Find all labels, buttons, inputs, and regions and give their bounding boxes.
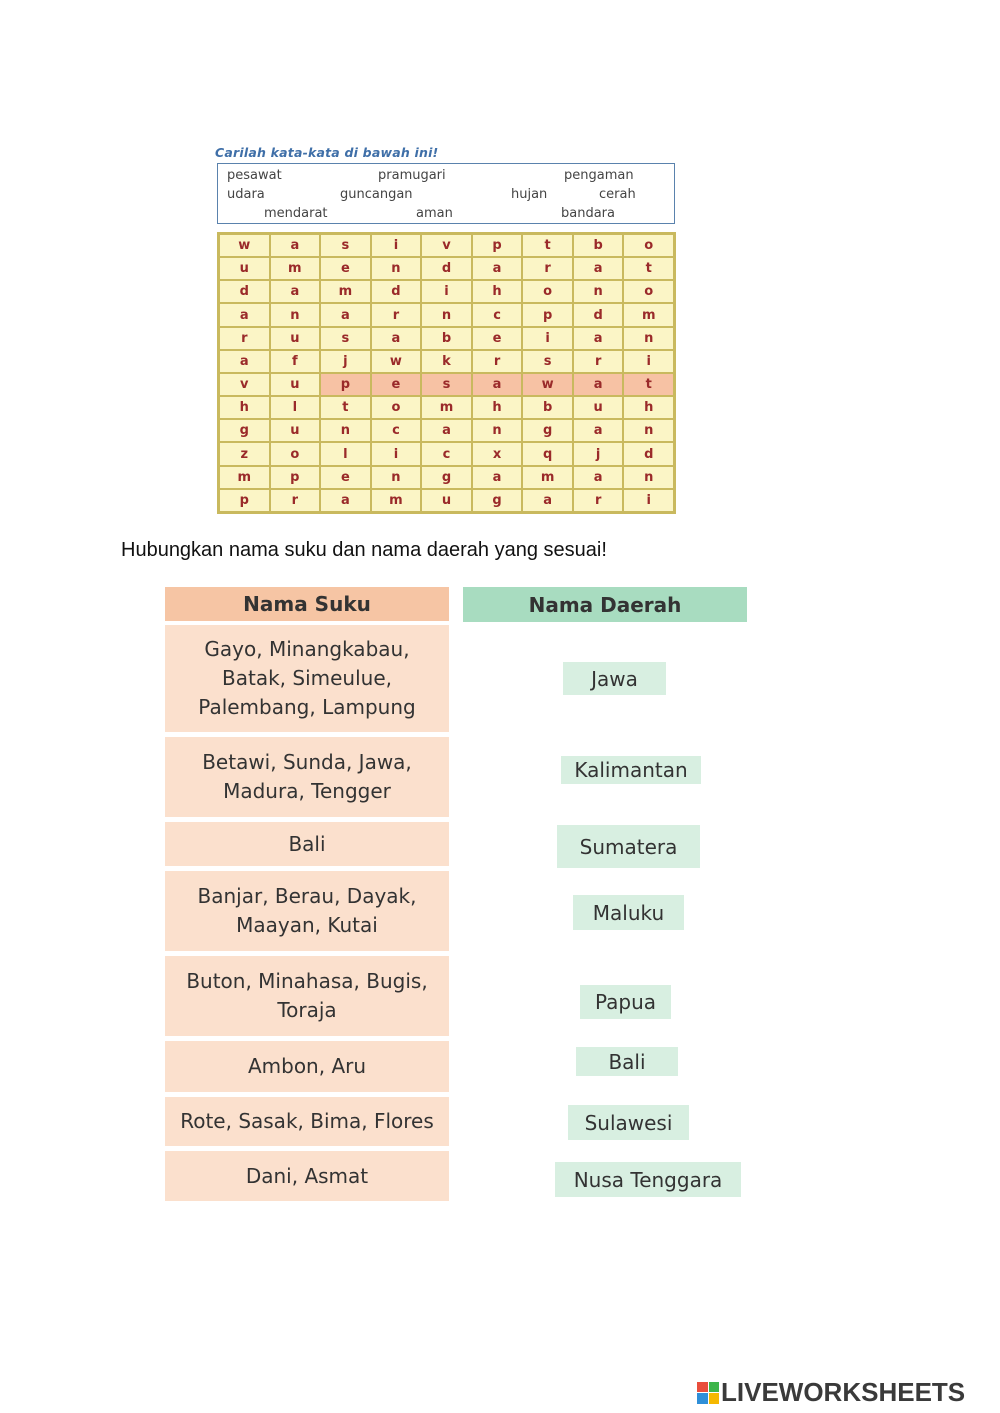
suku-cell[interactable]: Bali	[165, 822, 449, 866]
grid-cell[interactable]: i	[623, 350, 674, 373]
word-item: aman	[416, 206, 453, 221]
grid-cell[interactable]: a	[573, 466, 624, 489]
word-list-box	[217, 163, 675, 224]
grid-cell[interactable]: r	[573, 489, 624, 512]
grid-cell[interactable]: s	[421, 373, 472, 396]
grid-cell[interactable]: a	[270, 280, 321, 303]
grid-cell[interactable]: n	[623, 466, 674, 489]
daerah-cell[interactable]: Sulawesi	[568, 1105, 689, 1140]
grid-cell[interactable]: s	[320, 234, 371, 257]
grid-cell[interactable]: n	[421, 303, 472, 326]
grid-cell[interactable]: m	[270, 257, 321, 280]
grid-cell[interactable]: a	[573, 257, 624, 280]
grid-cell[interactable]: u	[573, 396, 624, 419]
daerah-cell[interactable]: Maluku	[573, 895, 684, 930]
daerah-cell[interactable]: Jawa	[563, 662, 666, 695]
grid-cell[interactable]: c	[472, 303, 523, 326]
grid-cell[interactable]: a	[421, 419, 472, 442]
grid-cell[interactable]: p	[270, 466, 321, 489]
grid-cell[interactable]: h	[623, 396, 674, 419]
grid-cell[interactable]: g	[421, 466, 472, 489]
grid-cell[interactable]: n	[573, 280, 624, 303]
wordsearch-title: Carilah kata-kata di bawah ini!	[215, 145, 439, 160]
grid-cell[interactable]: m	[371, 489, 422, 512]
grid-cell[interactable]: s	[522, 350, 573, 373]
grid-cell[interactable]: u	[219, 257, 270, 280]
grid-cell[interactable]: h	[472, 280, 523, 303]
header-nama-suku: Nama Suku	[165, 587, 449, 621]
suku-cell[interactable]: Rote, Sasak, Bima, Flores	[165, 1097, 449, 1146]
grid-cell[interactable]: v	[219, 373, 270, 396]
grid-cell[interactable]: g	[522, 419, 573, 442]
grid-cell[interactable]: u	[421, 489, 472, 512]
grid-cell[interactable]: o	[270, 442, 321, 465]
grid-cell[interactable]: t	[623, 373, 674, 396]
grid-cell[interactable]: r	[219, 327, 270, 350]
grid-cell[interactable]: n	[320, 419, 371, 442]
grid-cell[interactable]: o	[623, 234, 674, 257]
grid-cell[interactable]: t	[623, 257, 674, 280]
grid-cell[interactable]: u	[270, 327, 321, 350]
grid-cell[interactable]: f	[270, 350, 321, 373]
grid-cell[interactable]: i	[371, 442, 422, 465]
grid-cell[interactable]: a	[573, 327, 624, 350]
daerah-cell[interactable]: Bali	[576, 1047, 678, 1076]
grid-cell[interactable]: n	[371, 257, 422, 280]
grid-cell[interactable]: d	[573, 303, 624, 326]
word-item: hujan	[511, 187, 548, 202]
suku-cell[interactable]: Ambon, Aru	[165, 1041, 449, 1092]
grid-cell[interactable]: a	[472, 257, 523, 280]
grid-cell[interactable]: a	[219, 350, 270, 373]
grid-cell[interactable]: n	[472, 419, 523, 442]
word-item: cerah	[599, 187, 636, 202]
grid-cell[interactable]: e	[320, 466, 371, 489]
word-item: pramugari	[378, 168, 446, 183]
grid-cell[interactable]: a	[472, 373, 523, 396]
grid-cell[interactable]: u	[270, 373, 321, 396]
grid-cell[interactable]: h	[219, 396, 270, 419]
word-item: mendarat	[264, 206, 328, 221]
grid-cell[interactable]: i	[623, 489, 674, 512]
grid-cell[interactable]: m	[320, 280, 371, 303]
grid-cell[interactable]: z	[219, 442, 270, 465]
grid-cell[interactable]: s	[320, 327, 371, 350]
grid-cell[interactable]: r	[472, 350, 523, 373]
grid-cell[interactable]: n	[623, 419, 674, 442]
grid-cell[interactable]: a	[320, 489, 371, 512]
grid-cell[interactable]: r	[522, 257, 573, 280]
grid-cell[interactable]: x	[472, 442, 523, 465]
grid-cell[interactable]: n	[270, 303, 321, 326]
grid-cell[interactable]: t	[522, 234, 573, 257]
grid-cell[interactable]: m	[219, 466, 270, 489]
brand-name: LIVEWORKSHEETS	[721, 1377, 966, 1407]
grid-cell[interactable]: b	[421, 327, 472, 350]
grid-cell[interactable]: d	[421, 257, 472, 280]
grid-cell[interactable]: r	[270, 489, 321, 512]
liveworksheets-logo-icon	[697, 1382, 719, 1404]
grid-cell[interactable]: a	[219, 303, 270, 326]
grid-cell[interactable]: u	[270, 419, 321, 442]
grid-cell[interactable]: p	[472, 234, 523, 257]
suku-cell[interactable]: Dani, Asmat	[165, 1151, 449, 1201]
grid-cell[interactable]: g	[219, 419, 270, 442]
grid-cell[interactable]: b	[573, 234, 624, 257]
grid-cell[interactable]: l	[270, 396, 321, 419]
grid-cell[interactable]: p	[320, 373, 371, 396]
grid-cell[interactable]: a	[573, 373, 624, 396]
grid-cell[interactable]: j	[573, 442, 624, 465]
grid-cell[interactable]: w	[522, 373, 573, 396]
grid-cell[interactable]: p	[522, 303, 573, 326]
grid-cell[interactable]: a	[320, 303, 371, 326]
grid-cell[interactable]: t	[320, 396, 371, 419]
grid-cell[interactable]: w	[219, 234, 270, 257]
grid-cell[interactable]: c	[421, 442, 472, 465]
grid-cell[interactable]: n	[623, 327, 674, 350]
word-item: guncangan	[340, 187, 413, 202]
grid-cell[interactable]: d	[623, 442, 674, 465]
daerah-cell[interactable]: Kalimantan	[561, 756, 701, 784]
grid-cell[interactable]: p	[219, 489, 270, 512]
grid-cell[interactable]: c	[371, 419, 422, 442]
grid-cell[interactable]: k	[421, 350, 472, 373]
word-item: pesawat	[227, 168, 282, 183]
daerah-cell[interactable]: Papua	[580, 985, 671, 1019]
grid-cell[interactable]: l	[320, 442, 371, 465]
grid-cell[interactable]: m	[623, 303, 674, 326]
grid-cell[interactable]: a	[472, 466, 523, 489]
grid-cell[interactable]: o	[522, 280, 573, 303]
grid-cell[interactable]: w	[371, 350, 422, 373]
grid-cell[interactable]: m	[522, 466, 573, 489]
suku-cell[interactable]: Betawi, Sunda, Jawa, Madura, Tengger	[165, 737, 449, 817]
grid-cell[interactable]: i	[522, 327, 573, 350]
grid-cell[interactable]: i	[371, 234, 422, 257]
grid-cell[interactable]: q	[522, 442, 573, 465]
grid-cell[interactable]: r	[371, 303, 422, 326]
grid-cell[interactable]: e	[320, 257, 371, 280]
grid-cell[interactable]: d	[219, 280, 270, 303]
grid-cell[interactable]: g	[472, 489, 523, 512]
header-nama-daerah: Nama Daerah	[463, 587, 747, 622]
grid-cell[interactable]: e	[472, 327, 523, 350]
grid-cell[interactable]: a	[522, 489, 573, 512]
grid-cell[interactable]: o	[371, 396, 422, 419]
grid-cell[interactable]: n	[371, 466, 422, 489]
suku-cell[interactable]: Gayo, Minangkabau, Batak, Simeulue, Palembang, Lampung	[165, 625, 449, 732]
grid-cell[interactable]: e	[371, 373, 422, 396]
grid-cell[interactable]: m	[421, 396, 472, 419]
letter-grid	[217, 232, 676, 514]
grid-cell[interactable]: h	[472, 396, 523, 419]
grid-cell[interactable]: o	[623, 280, 674, 303]
instruction-text: Hubungkan nama suku dan nama daerah yang sesuai!	[121, 539, 607, 561]
grid-cell[interactable]: b	[522, 396, 573, 419]
word-item: bandara	[561, 206, 615, 221]
suku-cell[interactable]: Banjar, Berau, Dayak, Maayan, Kutai	[165, 871, 449, 951]
grid-cell[interactable]: a	[270, 234, 321, 257]
grid-cell[interactable]: i	[421, 280, 472, 303]
daerah-cell[interactable]: Sumatera	[557, 825, 700, 868]
grid-cell[interactable]: a	[573, 419, 624, 442]
grid-cell[interactable]: v	[421, 234, 472, 257]
grid-cell[interactable]: a	[371, 327, 422, 350]
grid-cell[interactable]: j	[320, 350, 371, 373]
suku-cell[interactable]: Buton, Minahasa, Bugis, Toraja	[165, 956, 449, 1036]
grid-cell[interactable]: d	[371, 280, 422, 303]
daerah-cell[interactable]: Nusa Tenggara	[555, 1162, 741, 1197]
liveworksheets-brand[interactable]	[697, 1377, 965, 1408]
word-item: pengaman	[564, 168, 634, 183]
grid-cell[interactable]: r	[573, 350, 624, 373]
word-item: udara	[227, 187, 265, 202]
